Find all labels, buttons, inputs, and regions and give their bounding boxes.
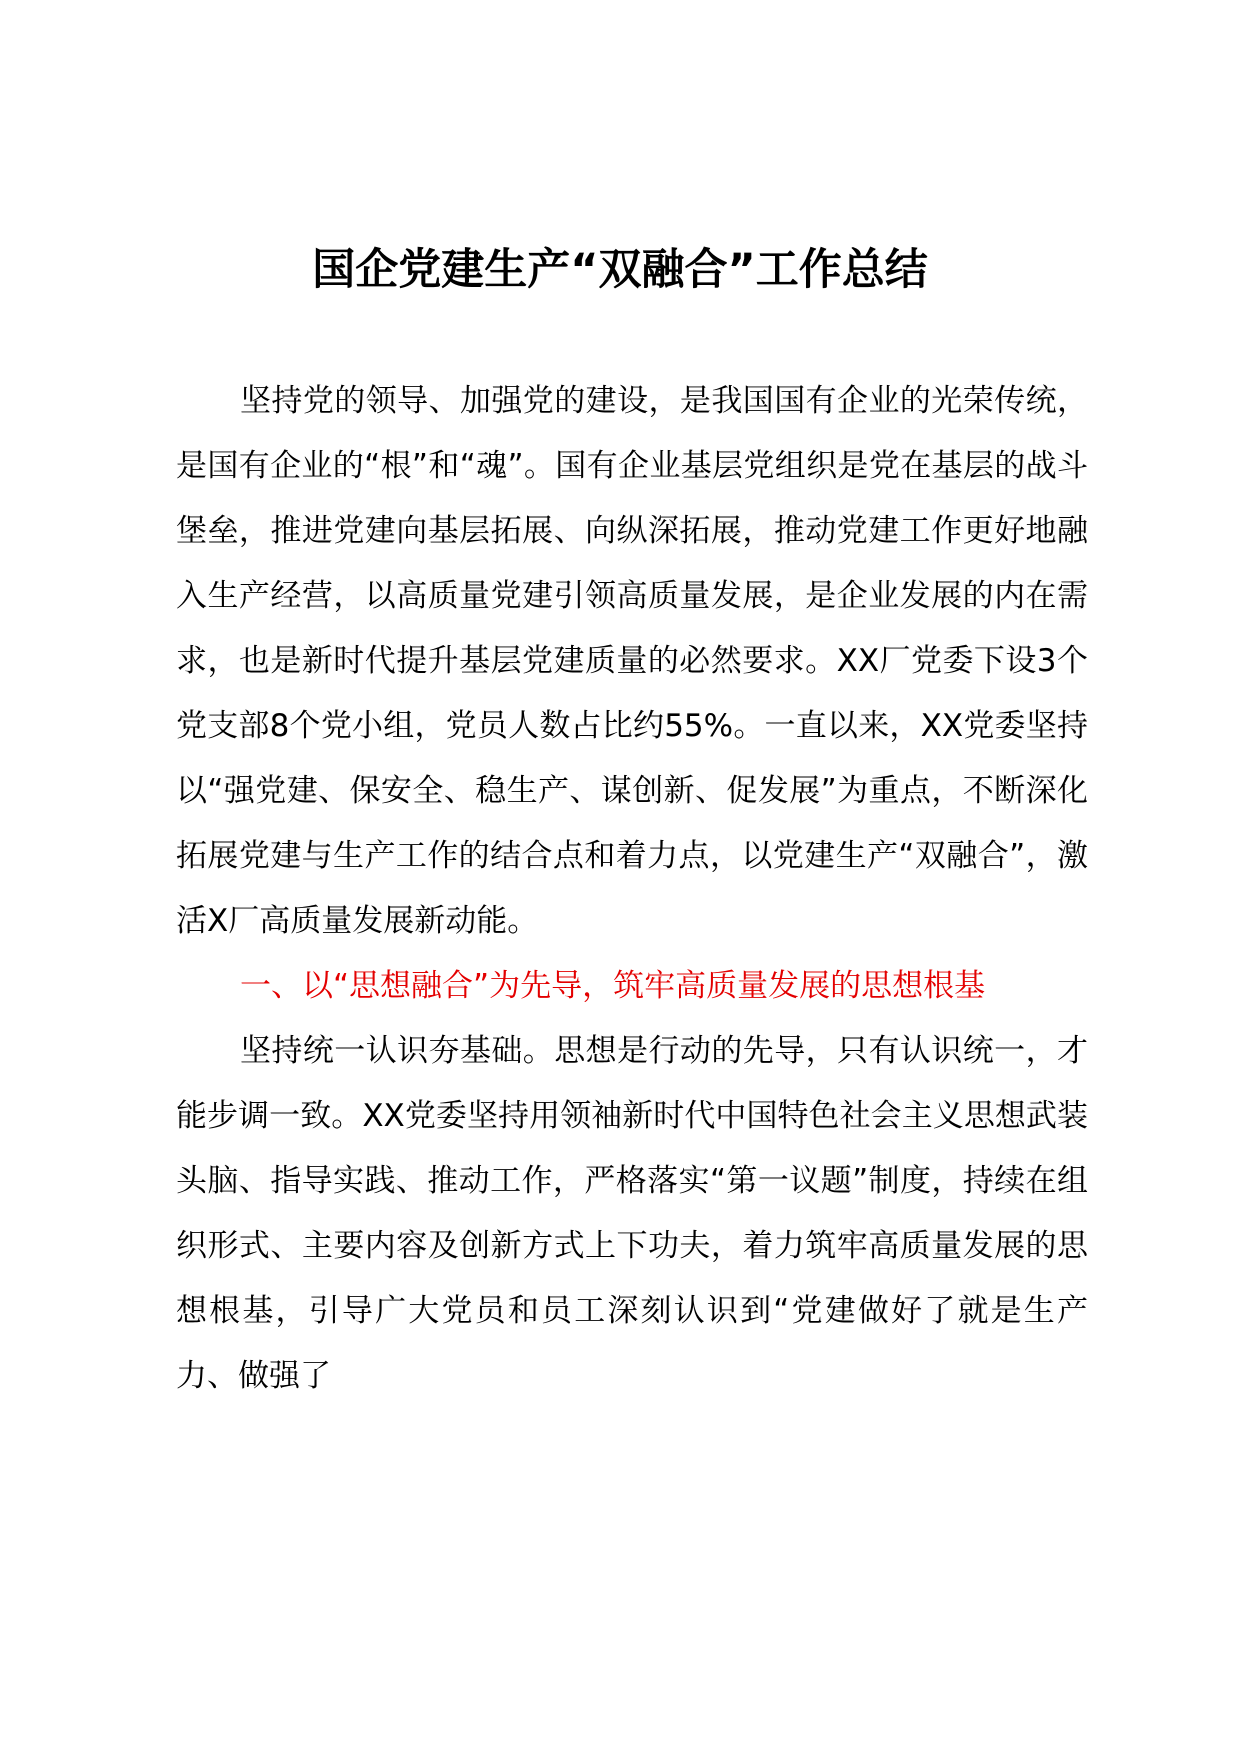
intro-paragraph: 坚持党的领导、加强党的建设，是我国国有企业的光荣传统，是国有企业的“根”和“魂”。国有企业基层党组织是党在基层的战斗堡垒，推进党建向基层拓展、向纵深拓展，推动党建工作更好地融入生产经营，以高质量党建引领高质量发展，是企业发展的内在需求，也是新时代提升基层党建质量的必然要求。XX厂党委下设3个党支部8个党小组，党员人数占比约55%。一直以来，XX党委坚持以“强党建、保安全、稳生产、谋创新、促发展”为重点，不断深化拓展党建与生产工作的结合点和着力点，以党建生产“双融合”，激活X厂高质量发展新动能。: [176, 383, 1088, 939]
section-1-paragraph: 坚持统一认识夯基础。思想是行动的先导，只有认识统一，才能步调一致。XX党委坚持用领袖新时代中国特色社会主义思想武装头脑、指导实践、推动工作，严格落实“第一议题”制度，持续在组织形式、主要内容及创新方式上下功夫，着力筑牢高质量发展的思想根基，引导广大党员和员工深刻认识到“党建做好了就是生产力、做强了: [176, 1033, 1088, 1394]
document-body: [176, 369, 1088, 1409]
document-title: 国企党建生产“双融合”工作总结: [312, 245, 928, 295]
section-heading-1: 一、以“思想融合”为先导，筑牢高质量发展的思想根基: [240, 968, 986, 1004]
